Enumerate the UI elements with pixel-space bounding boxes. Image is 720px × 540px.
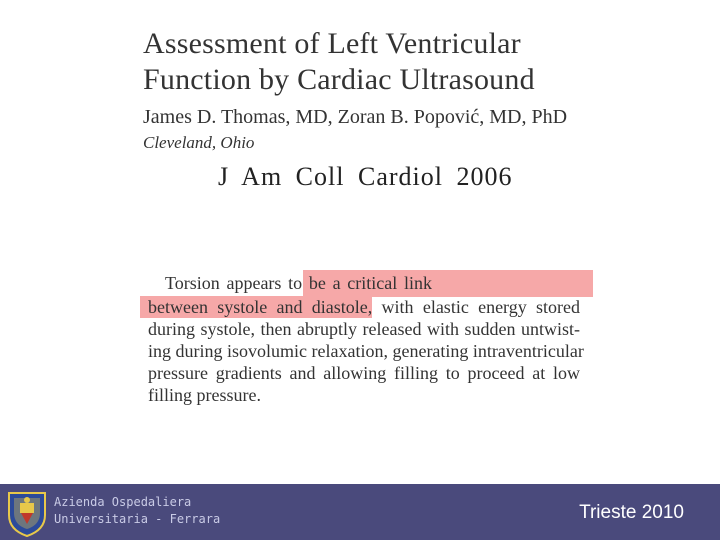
- event-label: Trieste 2010: [579, 502, 684, 523]
- quote-line-6: filling pressure.: [148, 385, 261, 405]
- title-line-1: Assessment of Left Ventricular: [143, 27, 521, 60]
- title-line-2: Function by Cardiac Ultrasound: [143, 63, 535, 96]
- authors: James D. Thomas, MD, Zoran B. Popović, MD, PhD: [143, 106, 568, 128]
- org-line-1: Azienda Ospedaliera: [54, 495, 192, 509]
- quote-line-1: Torsion appears to be a critical link: [165, 273, 432, 293]
- org-line-2: Universitaria - Ferrara: [54, 512, 221, 526]
- quote-line-4: ing during isovolumic relaxation, generating intraventricular: [148, 341, 584, 361]
- journal-citation: J Am Coll Cardiol 2006: [218, 162, 513, 191]
- quote-line-2: between systole and diastole, with elastic energy stored: [148, 297, 580, 317]
- article-title: [143, 26, 535, 98]
- hospital-crest-icon: [6, 489, 48, 537]
- location: Cleveland, Ohio: [143, 133, 255, 152]
- quote-line-3: during systole, then abruptly released with sudden untwist-: [148, 319, 580, 339]
- quote-line-5: pressure gradients and allowing filling to proceed at low: [148, 363, 580, 383]
- organization-name: [54, 494, 220, 528]
